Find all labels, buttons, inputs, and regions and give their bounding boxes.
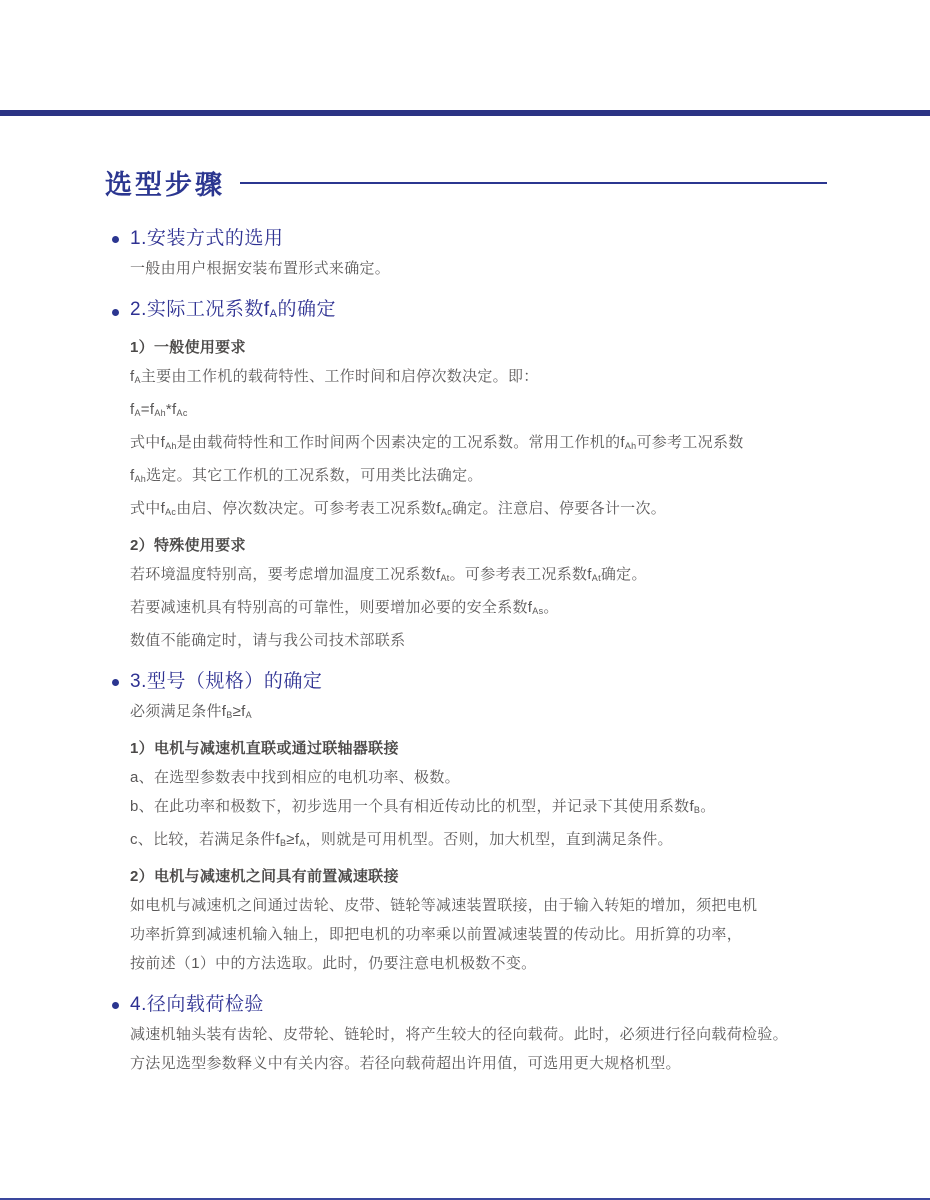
paragraph-line: $f_{Ah}$选定。其它工作机的工况系数，可用类比法确定。 [130, 467, 483, 484]
section-heading-row [105, 667, 827, 697]
content-area [105, 163, 827, 1078]
sub-heading: 1）电机与减速机直联或通过联轴器联接 [130, 740, 399, 757]
section-body [130, 697, 827, 978]
sub-heading: 1）一般使用要求 [130, 339, 246, 356]
page-title: 选型步骤 [105, 169, 225, 200]
bullet-icon [112, 309, 119, 316]
paragraph-line: c、比较，若满足条件$f_B\ge f_A$，则就是可用机型。否则，加大机型，直到满足条件。 [130, 831, 673, 848]
paragraph-line: $f_A$主要由工作机的载荷特性、工作时间和启停次数决定。即： [130, 368, 539, 385]
paragraph-line: 若要减速机具有特别高的可靠性，则要增加必要的安全系数$f_{As}$。 [130, 599, 559, 616]
section-body [130, 1020, 827, 1078]
sub-heading: 2）电机与减速机之间具有前置减速联接 [130, 868, 399, 885]
paragraph-line: 式中$f_{Ah}$是由载荷特性和工作时间两个因素决定的工况系数。常用工作机的$f_{Ah}$可参考工况系数 [130, 434, 744, 451]
bullet-icon [112, 679, 119, 686]
paragraph-line: b、在此功率和极数下，初步选用一个具有相近传动比的机型，并记录下其使用系数$f_B$。 [130, 798, 716, 815]
paragraph-line: a、在选型参数表中找到相应的电机功率、极数。 [130, 769, 460, 786]
bullet-icon [112, 236, 119, 243]
sections-container [105, 224, 827, 1078]
section-heading-row [105, 990, 827, 1020]
title-row [105, 163, 827, 201]
paragraph-line: 如电机与减速机之间通过齿轮、皮带、链轮等减速装置联接，由于输入转矩的增加，须把电机 [130, 897, 758, 914]
section-heading-row [105, 295, 827, 329]
section [105, 224, 827, 283]
title-rule [240, 182, 827, 184]
section-heading-row [105, 224, 827, 254]
section-heading: 3.型号（规格）的确定 [130, 671, 323, 692]
section-heading: 4.径向载荷检验 [130, 994, 264, 1015]
paragraph-line: 式中$f_{Ac}$由启、停次数决定。可参考表工况系数$f_{Ac}$确定。注意启、停要各计一次。 [130, 500, 667, 517]
top-divider [0, 110, 930, 116]
paragraph-line: 功率折算到减速机输入轴上，即把电机的功率乘以前置减速装置的传动比。用折算的功率， [130, 926, 743, 943]
section-heading: 2.实际工况系数$f_A$的确定 [130, 299, 336, 320]
section [105, 295, 827, 655]
section-body [130, 333, 827, 655]
paragraph-line: 一般由用户根据安装布置形式来确定。 [130, 260, 391, 277]
paragraph-line: 减速机轴头装有齿轮、皮带轮、链轮时，将产生较大的径向载荷。此时，必须进行径向载荷检验。 [130, 1026, 788, 1043]
section-body [130, 254, 827, 283]
paragraph-line: 若环境温度特别高，要考虑增加温度工况系数$f_{At}$。可参考表工况系数$f_{At}$确定。 [130, 566, 647, 583]
paragraph-line: $f_A=f_{Ah}*f_{Ac}$ [130, 401, 188, 418]
paragraph-line: 必须满足条件$f_B\ge f_A$ [130, 703, 252, 720]
bullet-icon [112, 1002, 119, 1009]
section [105, 990, 827, 1078]
paragraph-line: 按前述（1）中的方法选取。此时，仍要注意电机极数不变。 [130, 955, 537, 972]
sub-heading: 2）特殊使用要求 [130, 537, 246, 554]
paragraph-line: 方法见选型参数释义中有关内容。若径向载荷超出许用值，可选用更大规格机型。 [130, 1055, 681, 1072]
section [105, 667, 827, 978]
paragraph-line: 数值不能确定时，请与我公司技术部联系 [130, 632, 406, 649]
section-heading: 1.安装方式的选用 [130, 228, 284, 249]
